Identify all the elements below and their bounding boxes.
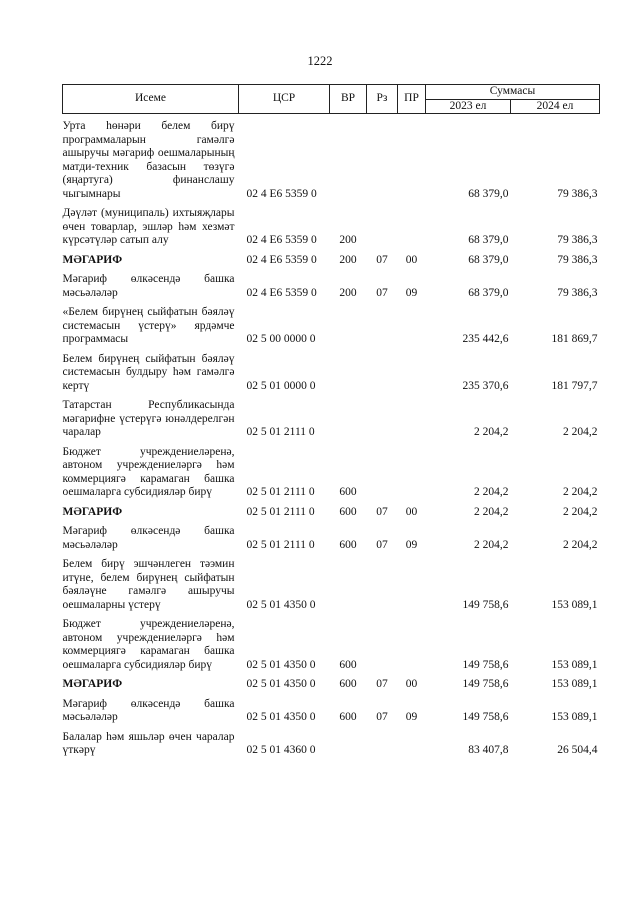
row-rz: 07 — [376, 505, 388, 518]
row-sum-2024: 2 204,2 — [563, 426, 598, 438]
row-rz — [367, 120, 398, 201]
row-rz: 07 — [376, 538, 388, 551]
header-pr: ПР — [398, 85, 426, 114]
row-rz: 07 — [376, 286, 388, 299]
table-row — [63, 273, 600, 300]
row-sum-2023: 149 758,6 — [462, 658, 509, 671]
row-sum-2024: 153 089,1 — [551, 598, 598, 611]
row-rz — [367, 353, 398, 394]
row-rz — [367, 399, 398, 440]
row-rz — [367, 306, 398, 347]
row-sum-2023: 2 204,2 — [474, 505, 509, 518]
row-sum-2024: 79 386,3 — [557, 234, 598, 246]
table-row — [63, 353, 600, 394]
row-rz: 07 — [376, 678, 388, 690]
row-sum-2024: 26 504,4 — [557, 744, 598, 756]
row-vr: 600 — [339, 678, 357, 690]
row-csr: 02 5 01 4350 0 — [246, 678, 316, 690]
header-name: Исеме — [63, 85, 239, 114]
row-sum-2024: 153 089,1 — [551, 658, 598, 671]
row-name: Мәгариф өлкәсендә башка мәсьәләләр — [62, 525, 235, 551]
row-vr: 600 — [339, 486, 357, 498]
row-rz — [367, 207, 398, 248]
row-sum-2023: 2 204,2 — [474, 426, 509, 438]
row-rz: 07 — [376, 711, 388, 723]
table-row — [63, 678, 600, 692]
row-csr: 02 5 01 2111 0 — [246, 426, 315, 438]
row-vr: 200 — [339, 253, 357, 266]
row-name: Мәгариф өлкәсендә башка мәсьәләләр — [62, 697, 235, 723]
row-name: МӘГАРИФ — [62, 253, 123, 266]
row-sum-2023: 235 370,6 — [462, 379, 509, 392]
row-name: МӘГАРИФ — [62, 505, 123, 518]
row-name: «Белем бирүнең сыйфатын бәяләү системасын үстерү» ярдәмче программасы — [62, 306, 235, 345]
row-csr: 02 4 Е6 5359 0 — [246, 253, 317, 266]
row-csr: 02 5 00 0000 0 — [246, 333, 316, 345]
row-sum-2023: 68 379,0 — [468, 234, 509, 246]
row-pr: 00 — [405, 253, 418, 266]
row-csr: 02 5 01 0000 0 — [246, 379, 316, 392]
header-rz: Рз — [367, 85, 398, 114]
row-pr: 00 — [405, 678, 418, 690]
row-name: Белем бирүнең сыйфатын бәяләү системасын булдыру һәм гамәлгә кертү — [62, 352, 235, 392]
row-csr: 02 4 Е6 5359 0 — [246, 234, 317, 246]
row-vr: 200 — [339, 234, 357, 246]
row-name: Бюджет учреждениеләренә, автоном учреждениеләргә һәм коммерциягә карамаган башка оешмаларга субсидияләр бирү — [62, 618, 235, 671]
row-csr: 02 5 01 2111 0 — [246, 538, 315, 551]
table-row — [63, 731, 600, 758]
table-row — [63, 558, 600, 612]
row-vr: 600 — [339, 538, 357, 551]
row-vr: 600 — [339, 658, 357, 671]
row-pr — [398, 306, 426, 347]
page-number: 1222 — [307, 54, 333, 68]
header-year-2024: 2024 ел — [511, 99, 600, 114]
row-sum-2024: 153 089,1 — [551, 711, 598, 723]
row-pr — [398, 399, 426, 440]
row-rz — [367, 558, 398, 612]
row-csr: 02 4 Е6 5359 0 — [246, 286, 317, 299]
row-sum-2024: 181 797,7 — [551, 379, 598, 392]
row-sum-2023: 83 407,8 — [468, 744, 509, 756]
header-vr: ВР — [330, 85, 367, 114]
table-row — [63, 207, 600, 248]
row-name: Белем бирү эшчәнлеген тәэмин итүне, белем бирүнең сыйфатын бәяләүне гамәлгә ашыручы оешмаларны үстерү — [62, 558, 235, 611]
row-name: Балалар һәм яшьләр өчен чаралар үткәрү — [62, 730, 235, 756]
row-sum-2023: 2 204,2 — [474, 538, 509, 551]
row-sum-2023: 149 758,6 — [462, 598, 509, 611]
row-vr — [330, 399, 367, 440]
row-pr — [398, 446, 426, 500]
row-sum-2024: 79 386,3 — [557, 187, 598, 200]
table-row — [63, 254, 600, 268]
row-csr: 02 5 01 4350 0 — [246, 658, 316, 671]
table-row — [63, 618, 600, 672]
row-pr — [398, 731, 426, 758]
row-pr — [398, 353, 426, 394]
row-vr — [330, 353, 367, 394]
row-sum-2023: 235 442,6 — [462, 333, 509, 345]
table-row — [63, 525, 600, 552]
row-sum-2024: 2 204,2 — [563, 538, 598, 551]
row-vr: 600 — [339, 505, 357, 518]
row-name: МӘГАРИФ — [62, 678, 123, 690]
table-row — [63, 506, 600, 520]
row-vr — [330, 120, 367, 201]
row-sum-2023: 149 758,6 — [462, 678, 509, 690]
row-pr — [398, 120, 426, 201]
table-body — [63, 114, 600, 758]
row-sum-2024: 2 204,2 — [563, 486, 598, 498]
row-csr: 02 5 01 2111 0 — [246, 486, 315, 498]
row-vr — [330, 558, 367, 612]
row-csr: 02 4 Е6 5359 0 — [246, 187, 317, 200]
row-vr — [330, 306, 367, 347]
row-rz — [367, 731, 398, 758]
row-sum-2023: 68 379,0 — [468, 187, 509, 200]
row-sum-2023: 149 758,6 — [462, 711, 509, 723]
table-row — [63, 446, 600, 500]
row-sum-2024: 79 386,3 — [557, 286, 598, 299]
row-rz — [367, 446, 398, 500]
row-pr: 09 — [405, 711, 418, 723]
row-csr: 02 5 01 4350 0 — [246, 598, 316, 611]
row-csr: 02 5 01 4360 0 — [246, 744, 316, 756]
row-rz — [367, 618, 398, 672]
header-sums: Суммасы — [426, 85, 600, 100]
budget-table — [62, 84, 600, 758]
row-sum-2023: 2 204,2 — [474, 486, 509, 498]
row-pr: 09 — [405, 286, 418, 299]
row-pr — [398, 618, 426, 672]
row-name: Урта һөнәри белем бирү программаларын гамәлгә ашыручы мәгариф оешмаларының матди-техник базасын төзүгә (яңартуга) финанслашу чыгымнары — [62, 120, 235, 200]
row-sum-2023: 68 379,0 — [468, 253, 509, 266]
table-row — [63, 698, 600, 725]
row-sum-2024: 2 204,2 — [563, 505, 598, 518]
table-row — [63, 120, 600, 201]
row-rz: 07 — [376, 253, 388, 266]
row-csr: 02 5 01 2111 0 — [246, 505, 315, 518]
row-vr — [330, 731, 367, 758]
header-csr: ЦСР — [239, 85, 330, 114]
row-sum-2024: 153 089,1 — [551, 678, 598, 690]
row-csr: 02 5 01 4350 0 — [246, 711, 316, 723]
row-pr: 09 — [405, 538, 418, 551]
table-row — [63, 399, 600, 440]
row-vr: 200 — [339, 286, 357, 299]
row-pr — [398, 558, 426, 612]
header-year-2023: 2023 ел — [426, 99, 511, 114]
row-sum-2024: 79 386,3 — [557, 253, 598, 266]
table-row — [63, 306, 600, 347]
row-name: Бюджет учреждениеләренә, автоном учреждениеләргә һәм коммерциягә карамаган башка оешмаларга субсидияләр бирү — [62, 445, 235, 498]
row-sum-2023: 68 379,0 — [468, 286, 509, 299]
row-name: Татарстан Республикасында мәгарифне үстерүгә юнәлдерелгән чаралар — [62, 399, 235, 438]
row-vr: 600 — [339, 711, 357, 723]
row-pr: 00 — [405, 505, 418, 518]
row-name: Мәгариф өлкәсендә башка мәсьәләләр — [62, 273, 235, 299]
row-pr — [398, 207, 426, 248]
row-name: Дәүләт (муниципаль) ихтыяҗлары өчен товарлар, эшләр һәм хезмәт күрсәтүләр сатып алу — [62, 207, 235, 246]
row-sum-2024: 181 869,7 — [551, 333, 598, 345]
